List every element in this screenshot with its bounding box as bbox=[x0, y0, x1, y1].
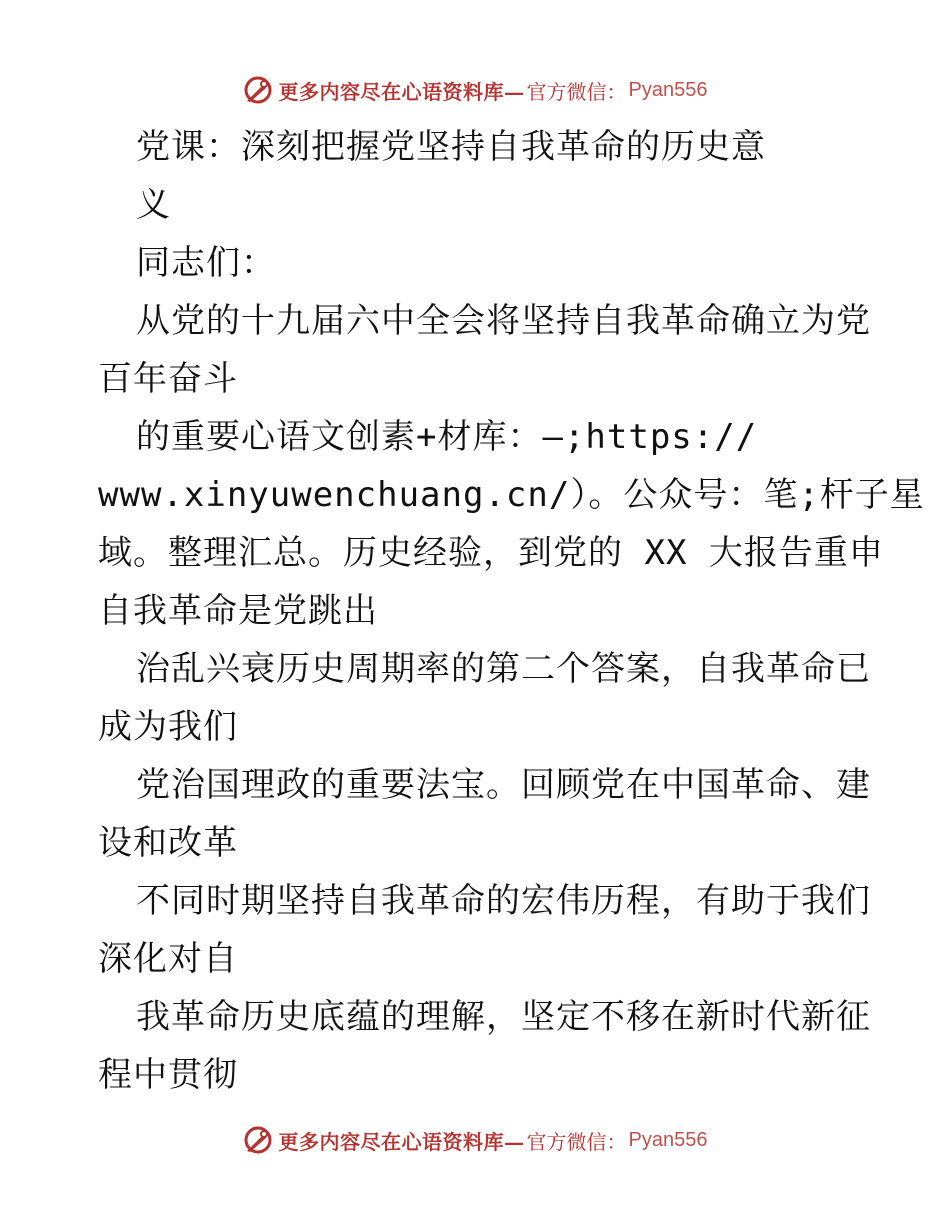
body-line: 程中贯彻 bbox=[98, 1055, 238, 1095]
body-line: 自我革命是党跳出 bbox=[98, 591, 378, 631]
title-line: 党课：深刻把握党坚持自我革命的历史意 bbox=[136, 127, 766, 167]
body-line: 设和改革 bbox=[98, 823, 238, 863]
body-line: 百年奋斗 bbox=[98, 359, 238, 399]
banner-wechat-label: 官方微信： bbox=[526, 1129, 627, 1154]
salutation: 同志们： bbox=[136, 243, 276, 283]
body-line: www.xinyuwenchuang.cn/）。公众号：笔;杆子星 bbox=[98, 475, 925, 515]
banner-text: 更多内容尽在心语资料库— bbox=[278, 1129, 525, 1154]
body-line: 不同时期坚持自我革命的宏伟历程，有助于我们 bbox=[136, 881, 871, 921]
body-line: 成为我们 bbox=[98, 707, 238, 747]
body-line: 从党的十九届六中全会将坚持自我革命确立为党 bbox=[136, 301, 871, 341]
header-banner bbox=[0, 70, 950, 110]
body-line: 域。整理汇总。历史经验，到党的 XX 大报告重申 bbox=[98, 533, 884, 573]
banner-wechat-label: 官方微信： bbox=[526, 79, 627, 104]
body-line: 我革命历史底蕴的理解，坚定不移在新时代新征 bbox=[136, 997, 871, 1037]
body-line: 的重要心语文创素+材库：—;https:// bbox=[136, 417, 758, 457]
body-line: 治乱兴衰历史周期率的第二个答案，自我革命已 bbox=[136, 649, 871, 689]
title-line: 义 bbox=[136, 185, 171, 225]
footer-banner bbox=[0, 1120, 950, 1160]
body-line: 党治国理政的重要法宝。回顾党在中国革命、建 bbox=[136, 765, 871, 805]
banner-wechat-id: Pyan556 bbox=[628, 78, 708, 101]
pen-logo-icon bbox=[243, 75, 273, 105]
pen-logo-icon bbox=[243, 1125, 273, 1155]
banner-text: 更多内容尽在心语资料库— bbox=[278, 79, 525, 104]
banner-wechat-id: Pyan556 bbox=[628, 1128, 708, 1151]
body-line: 深化对自 bbox=[98, 939, 238, 979]
document-body bbox=[98, 118, 925, 1104]
